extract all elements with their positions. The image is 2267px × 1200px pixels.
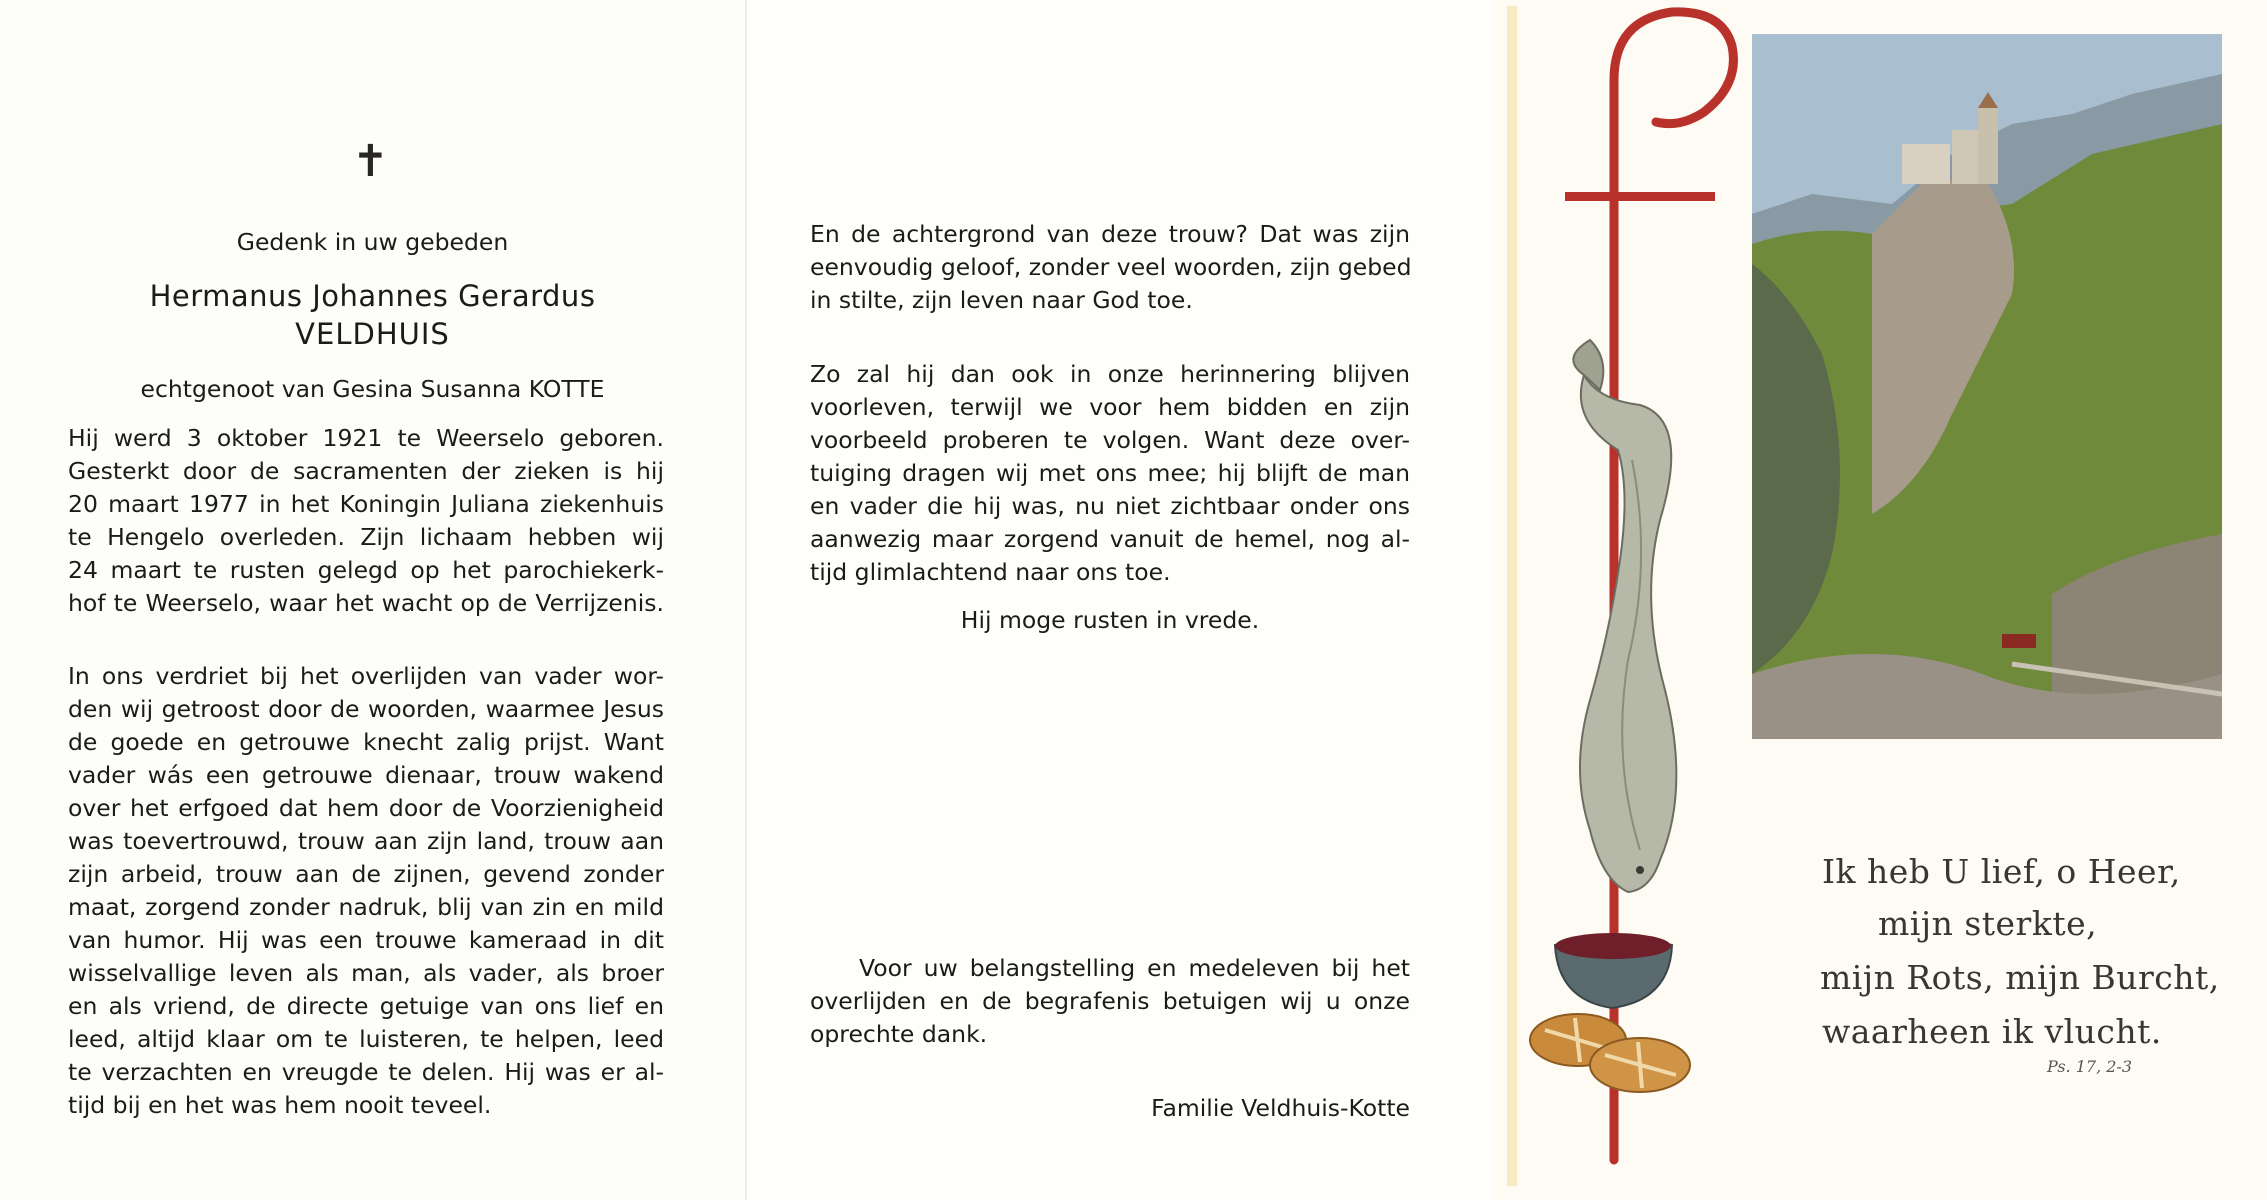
text-line: Hij werd 3 oktober 1921 te Weerselo geboren. [68,424,664,452]
family-signature: Familie Veldhuis-Kotte [1151,1094,1410,1122]
cross-icon: ✝ [352,136,389,187]
text-line: over het erfgoed dat hem door de Voorzienigheid [68,794,664,822]
text-line: tuiging dragen wij met ons mee; hij blijft de man [810,459,1410,487]
text-line: overlijden en de begrafenis betuigen wij u onze [810,987,1410,1015]
spouse-line: echtgenoot van Gesina Susanna KOTTE [140,375,605,403]
motto-line: mijn Rots, mijn Burcht, [1820,958,2220,997]
text-line: was toevertrouwd, trouw aan zijn land, trouw aan [68,827,664,855]
text-line: oprechte dank. [810,1020,988,1048]
text-line: tijd glimlachtend naar ons toe. [810,558,1171,586]
text-line: te Hengelo overleden. Zijn lichaam hebben wij [68,523,664,551]
motto-line: waarheen ik vlucht. [1822,1012,2162,1051]
text-line: te verzachten en vreugde te delen. Hij was er al- [68,1058,664,1086]
text-line: eenvoudig geloof, zonder veel woorden, zijn gebed [810,253,1412,281]
text-line: den wij getroost door de woorden, waarmee Jesus [68,695,664,723]
text-line: vader wás een getrouwe dienaar, trouw wakend [68,761,664,789]
psalm-reference: Ps. 17, 2-3 [2047,1057,2133,1076]
text-line: aanwezig maar zorgend vanuit de hemel, nog al- [810,525,1410,553]
text-line: leed, altijd klaar om te luisteren, te helpen, leed [68,1025,664,1053]
castle-landscape-photo [1752,34,2222,739]
text-line: voorbeeld proberen te volgen. Want deze over- [810,426,1410,454]
motto-line: mijn sterkte, [1878,904,2098,943]
text-line: Gesterkt door de sacramenten der zieken is hij [68,457,664,485]
text-line: in stilte, zijn leven naar God toe. [810,286,1193,314]
text-line: Voor uw belangstelling en medeleven bij het [859,954,1410,982]
text-line: de goede en getrouwe knecht zalig prijst. Want [68,728,664,756]
text-line: hof te Weerselo, waar het wacht op de Verrijzenis. [68,589,664,617]
text-line: 24 maart te rusten gelegd op het parochiekerk- [68,556,664,584]
text-line: In ons verdriet bij het overlijden van vader wor- [68,662,664,690]
text-line: maat, zorgend zonder nadruk, blij van zin en mild [68,893,664,921]
middle-page [745,0,1490,1200]
text-line: voorleven, terwijl we voor hem bidden en zijn [810,393,1410,421]
text-line: 20 maart 1977 in het Koningin Juliana ziekenhuis [68,490,664,518]
left-page [0,0,745,1200]
text-line: En de achtergrond van deze trouw? Dat was zijn [810,220,1410,248]
text-line: Zo zal hij dan ook in onze herinnering blijven [810,360,1410,388]
rest-in-peace: Hij moge rusten in vrede. [960,606,1260,634]
text-line: tijd bij en het was hem nooit teveel. [68,1091,492,1119]
motto-line: Ik heb U lief, o Heer, [1822,852,2181,891]
deceased-name: Hermanus Johannes Gerardus [149,279,596,313]
text-line: wisselvallige leven als man, als vader, als broer [68,959,664,987]
text-line: en vader die hij was, nu niet zichtbaar onder ons [810,492,1410,520]
intro-text: Gedenk in uw gebeden [236,228,509,256]
text-line: en als vriend, de directe getuige van ons lief en [68,992,664,1020]
text-line: van humor. Hij was een trouwe kameraad in dit [68,926,664,954]
text-line: zijn arbeid, trouw aan de zijnen, gevend zonder [68,860,664,888]
deceased-surname: VELDHUIS [295,317,450,351]
